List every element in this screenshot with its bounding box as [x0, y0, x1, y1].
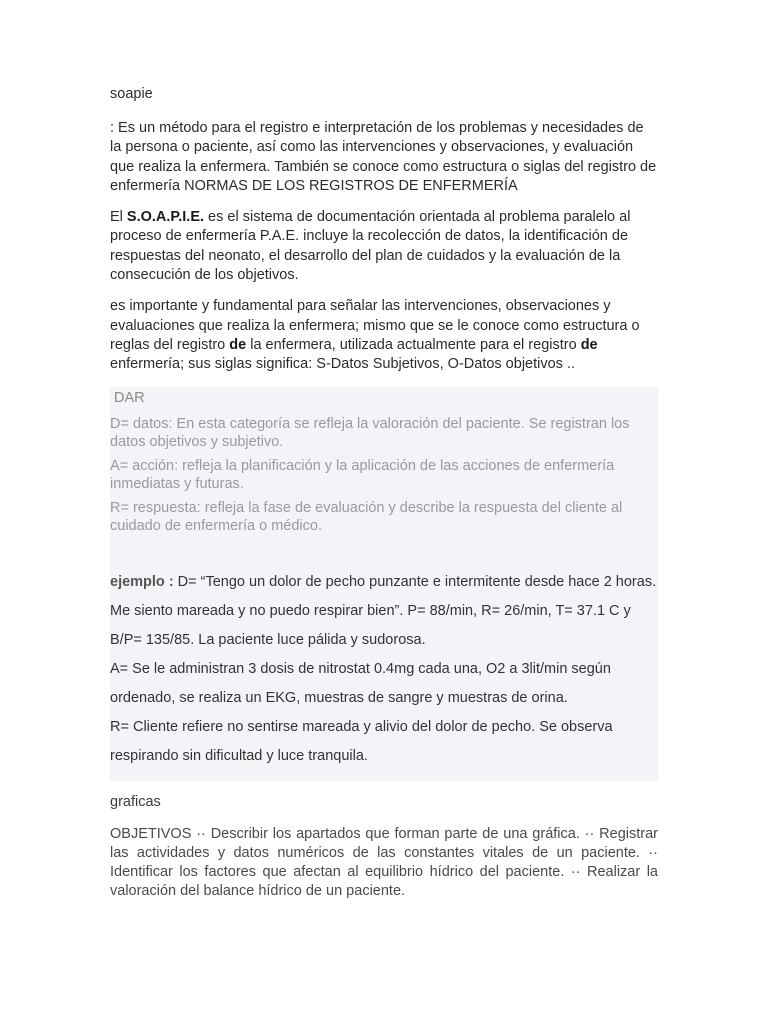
importance-paragraph: [110, 297, 658, 374]
example-d-text: D= “Tengo un dolor de pecho punzante e intermitente desde hace 2 horas. Me siento mareada y no puedo respirar bien”. P= 88/min, R= 26/min, T= 37.1 C y B/P= 135/85. La paciente luce pálida y sudorosa.: [110, 573, 657, 648]
example-r: R= Cliente refiere no sentirse mareada y alivio del dolor de pecho. Se observa respirando sin dificultad y luce tranquila.: [110, 718, 613, 764]
importance-text-3: enfermería; sus siglas significa: S-Datos Subjetivos, O-Datos objetivos ..: [110, 356, 575, 373]
dar-item-respuesta: R= respuesta: refleja la fase de evaluación y describe la respuesta del cliente al cuidado de enfermería o médico.: [110, 499, 623, 535]
document-title: soapie: [110, 86, 153, 102]
dar-item-accion: A= acción: refleja la planificación y la aplicación de las acciones de enfermería inmediatas y futuras.: [110, 457, 615, 493]
dar-section: [110, 387, 658, 781]
example-a: A= Se le administran 3 dosis de nitrostat 0.4mg cada una, O2 a 3lit/min según ordenado, se realiza un EKG, muestras de sangre y muestras de orina.: [110, 660, 611, 706]
document-body: [110, 84, 658, 902]
objectives-paragraph: OBJETIVOS ·· Describir los apartados que forman parte de una gráfica. ·· Registrar las actividades y datos numéricos de las constantes vitales de un paciente. ·· Identificar los factores que afectan al equilibrio hídrico del paciente. ·· Realizar la valoración del balance hídrico de un paciente.: [110, 825, 658, 900]
soapie-paragraph: [110, 208, 658, 285]
importance-text-1: es importante y fundamental para señalar las intervenciones, observaciones y evaluaciones que realiza la enfermera; mismo que se le conoce como estructura o reglas del registro: [110, 298, 640, 353]
graficas-title: graficas: [110, 793, 161, 810]
importance-bold-1: de: [229, 336, 247, 353]
soapie-description: es el sistema de documentación orientada al problema paralelo al proceso de enfermería P.A.E. incluye la recolección de datos, la identificación de respuestas del neonato, el desarrollo del plan de cuidados y la evaluación de la consecución de los objetivos.: [110, 209, 631, 284]
example-d: [110, 568, 658, 655]
importance-bold-2: de: [580, 336, 598, 353]
intro-paragraph: : Es un método para el registro e interpretación de los problemas y necesidades de la persona o paciente, así como las intervenciones y observaciones, y evaluación que realiza la enfermera. También se conoce como estructura o siglas del registro de enfermería NORMAS DE LOS REGISTROS DE ENFERMERÍA: [110, 120, 657, 194]
soapie-acronym: S.O.A.P.I.E.: [126, 209, 205, 226]
example-label: ejemplo :: [110, 573, 174, 590]
importance-text-2: la enfermera, utilizada actualmente para el registro: [246, 336, 581, 353]
example-block: [110, 568, 658, 771]
dar-item-datos: D= datos: En esta categoría se refleja la valoración del paciente. Se registran los datos objetivos y subjetivo.: [110, 415, 630, 451]
dar-title: DAR: [114, 389, 145, 406]
soapie-lead: El: [110, 209, 127, 226]
